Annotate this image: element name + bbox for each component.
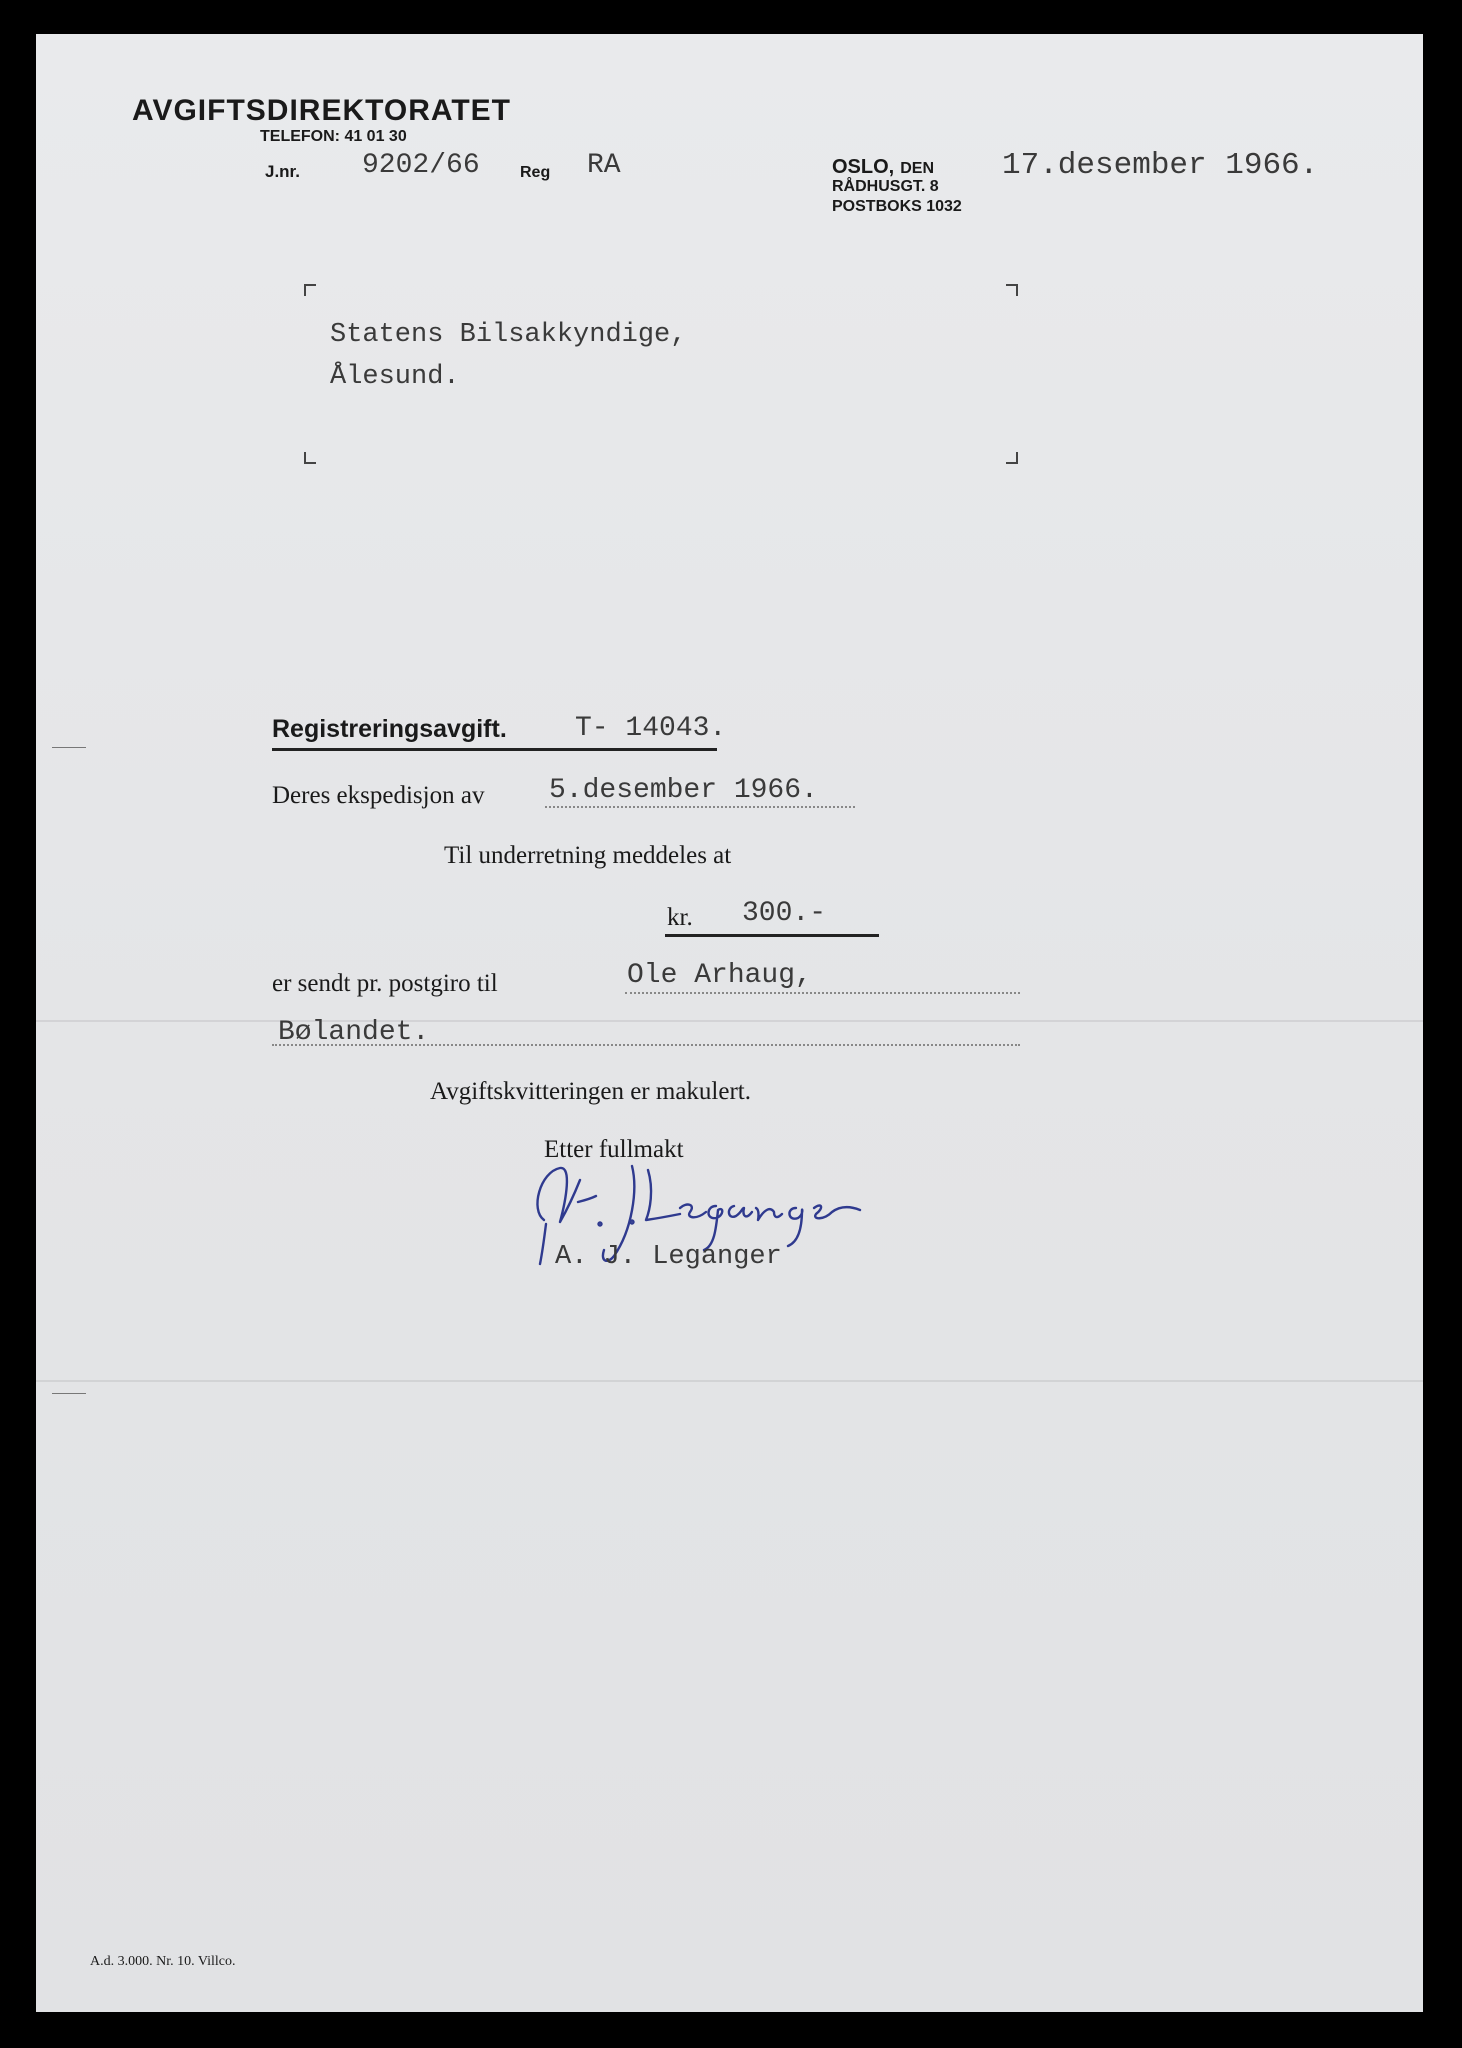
expedition-date: 5.desember 1966. [549, 775, 818, 806]
address-corner-top-right [1006, 284, 1018, 296]
organization-name: AVGIFTSDIREKTORATET [132, 94, 511, 127]
letter-page [36, 34, 1423, 2012]
phone-number: TELEFON: 41 01 30 [260, 128, 407, 145]
fold-line-lower [36, 1380, 1423, 1382]
address-corner-bottom-right [1006, 452, 1018, 464]
journal-number-label: J.nr. [265, 162, 300, 181]
payee-dotted-line [625, 992, 1020, 994]
address-corner-bottom-left [304, 452, 316, 464]
expedition-dotted-line [545, 806, 855, 808]
city-line [832, 156, 934, 179]
amount-value: 300.- [742, 898, 827, 929]
journal-number-value: 9202/66 [362, 150, 480, 181]
street-address: RÅDHUSGT. 8 [832, 178, 939, 195]
notice-text: Til underretning meddeles at [444, 842, 732, 869]
margin-fold-mark [52, 1393, 86, 1394]
authority-text: Etter fullmakt [544, 1136, 684, 1163]
subject-reference: T- 14043. [575, 713, 727, 744]
recipient-line-1: Statens Bilsakkyndige, [330, 320, 687, 350]
receipt-note: Avgiftskvitteringen er makulert. [430, 1078, 751, 1105]
po-box: POSTBOKS 1032 [832, 198, 962, 215]
expedition-label: Deres ekspedisjon av [272, 782, 485, 809]
sent-label: er sendt pr. postgiro til [272, 970, 498, 997]
reg-value: RA [587, 150, 621, 181]
amount-underline [665, 934, 879, 937]
payee-place-dotted-line [272, 1044, 1020, 1046]
amount-label: kr. [667, 904, 693, 931]
margin-fold-mark [52, 747, 86, 748]
payee-name: Ole Arhaug, [627, 960, 812, 991]
payee-place: Bølandet. [278, 1017, 430, 1048]
recipient-line-2: Ålesund. [330, 362, 460, 392]
fold-line-upper [36, 1020, 1423, 1022]
address-corner-top-left [304, 284, 316, 296]
letter-date: 17.desember 1966. [1002, 148, 1319, 183]
city-name: OSLO, [832, 156, 895, 178]
subject-underline [272, 748, 717, 751]
den-label: DEN [900, 160, 935, 177]
signatory-name: A. J. Leganger [555, 1242, 782, 1272]
subject-label: Registreringsavgift. [272, 715, 507, 743]
form-code: A.d. 3.000. Nr. 10. Villco. [90, 1954, 236, 1969]
reg-label: Reg [520, 164, 551, 181]
